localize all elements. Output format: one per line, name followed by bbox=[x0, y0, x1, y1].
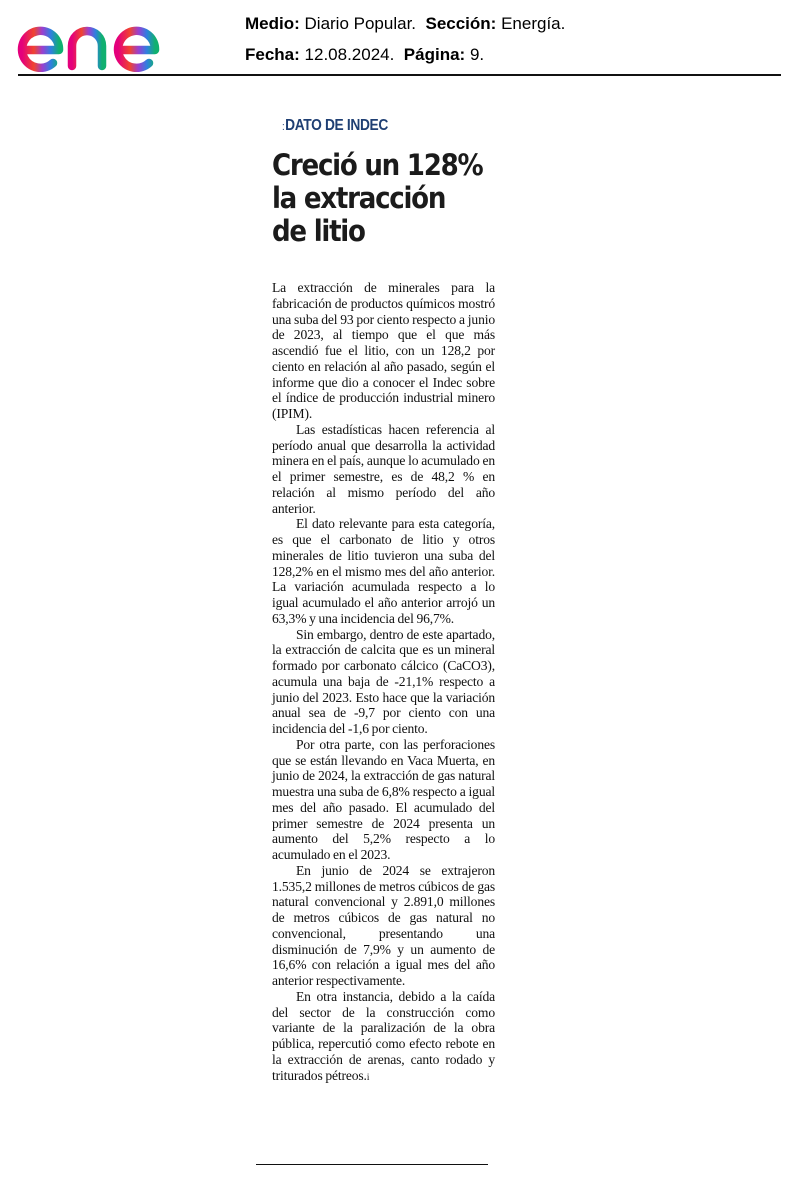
pagina-value: 9. bbox=[469, 45, 485, 64]
fecha-value: 12.08.2024. bbox=[304, 45, 395, 64]
medio-label: Medio: bbox=[245, 14, 300, 33]
article-paragraph-text: En otra instancia, debido a la caída del sector de la construcción como variante de la paralización de la obra pública, repercutió como efecto rebote en la extracción de arenas, canto rodado y triturados pétreos. bbox=[272, 988, 495, 1083]
section-tag-colon: : bbox=[282, 121, 285, 133]
section-tag-label: DATO DE INDEC bbox=[285, 117, 388, 134]
enel-logo bbox=[14, 8, 182, 72]
article-paragraph: La extracción de minerales para la fabricación de productos químicos mostró una suba del 93 por ciento respecto a junio de 2023, al tiempo que el que más ascendió fue el litio, con un 128,2 por ciento en relación al año pasado, según el informe que dio a conocer el Indec sobre el índice de producción industrial minero (IPIM). bbox=[272, 280, 495, 421]
header-divider bbox=[18, 74, 781, 76]
article-headline bbox=[272, 149, 515, 248]
article-paragraph: Por otra parte, con las perforaciones que se están llevando en Vaca Muerta, en junio de 2024, la extracción de gas natural muestra una suba de 6,8% respecto a igual mes del año pasado. El acumulado del primer semestre de 2024 presenta un aumento del 5,2% respecto a lo acumulado en el 2023. bbox=[272, 736, 495, 862]
article-paragraph: Las estadísticas hacen referencia al período anual que desarrolla la actividad minera en el país, aunque lo acumulado en el primer semestre, es de 48,2 % en relación al mismo período del año anterior. bbox=[272, 421, 495, 516]
section-tag bbox=[282, 117, 388, 135]
article-paragraph bbox=[272, 989, 495, 1086]
fecha-label: Fecha: bbox=[245, 45, 300, 64]
press-clipping-metadata bbox=[245, 8, 565, 70]
article-paragraph: En junio de 2024 se extrajeron 1.535,2 millones de metros cúbicos de gas natural convencional y 2.891,0 millones de metros cúbicos de gas natural no convencional, presentando una disminución de 7,9% y un aumento de 16,6% con relación a igual mes del año anterior respectivamente. bbox=[272, 862, 495, 988]
meta-line-1 bbox=[245, 8, 565, 39]
article-paragraph: El dato relevante para esta categoría, es que el carbonato de litio y otros minerales de litio tuvieron una suba del 128,2% en el mismo mes del año anterior. La variación acumulada respecto a lo igual acumulado el año anterior arrojó un 63,3% y una incidencia del 96,7%. bbox=[272, 516, 495, 626]
footer-divider bbox=[256, 1164, 488, 1165]
article-paragraph: Sin embargo, dentro de este apartado, la extracción de calcita que es un mineral formado por carbonato cálcico (CaCO3), acumula una baja de -21,1% respecto a junio del 2023. Esto hace que la variación anual sea de -9,7 por ciento con una incidencia del -1,6 por ciento. bbox=[272, 626, 495, 736]
headline-line: Creció un 128% bbox=[272, 148, 483, 182]
headline-line: de litio bbox=[272, 214, 365, 248]
article-body bbox=[272, 280, 495, 1085]
pagina-label: Página: bbox=[403, 45, 466, 64]
seccion-label: Sección: bbox=[425, 14, 497, 33]
meta-line-2 bbox=[245, 39, 565, 70]
article-end-mark: i bbox=[366, 1071, 370, 1082]
medio-value: Diario Popular. bbox=[304, 14, 417, 33]
seccion-value: Energía. bbox=[501, 14, 566, 33]
headline-line: la extracción bbox=[272, 181, 446, 215]
